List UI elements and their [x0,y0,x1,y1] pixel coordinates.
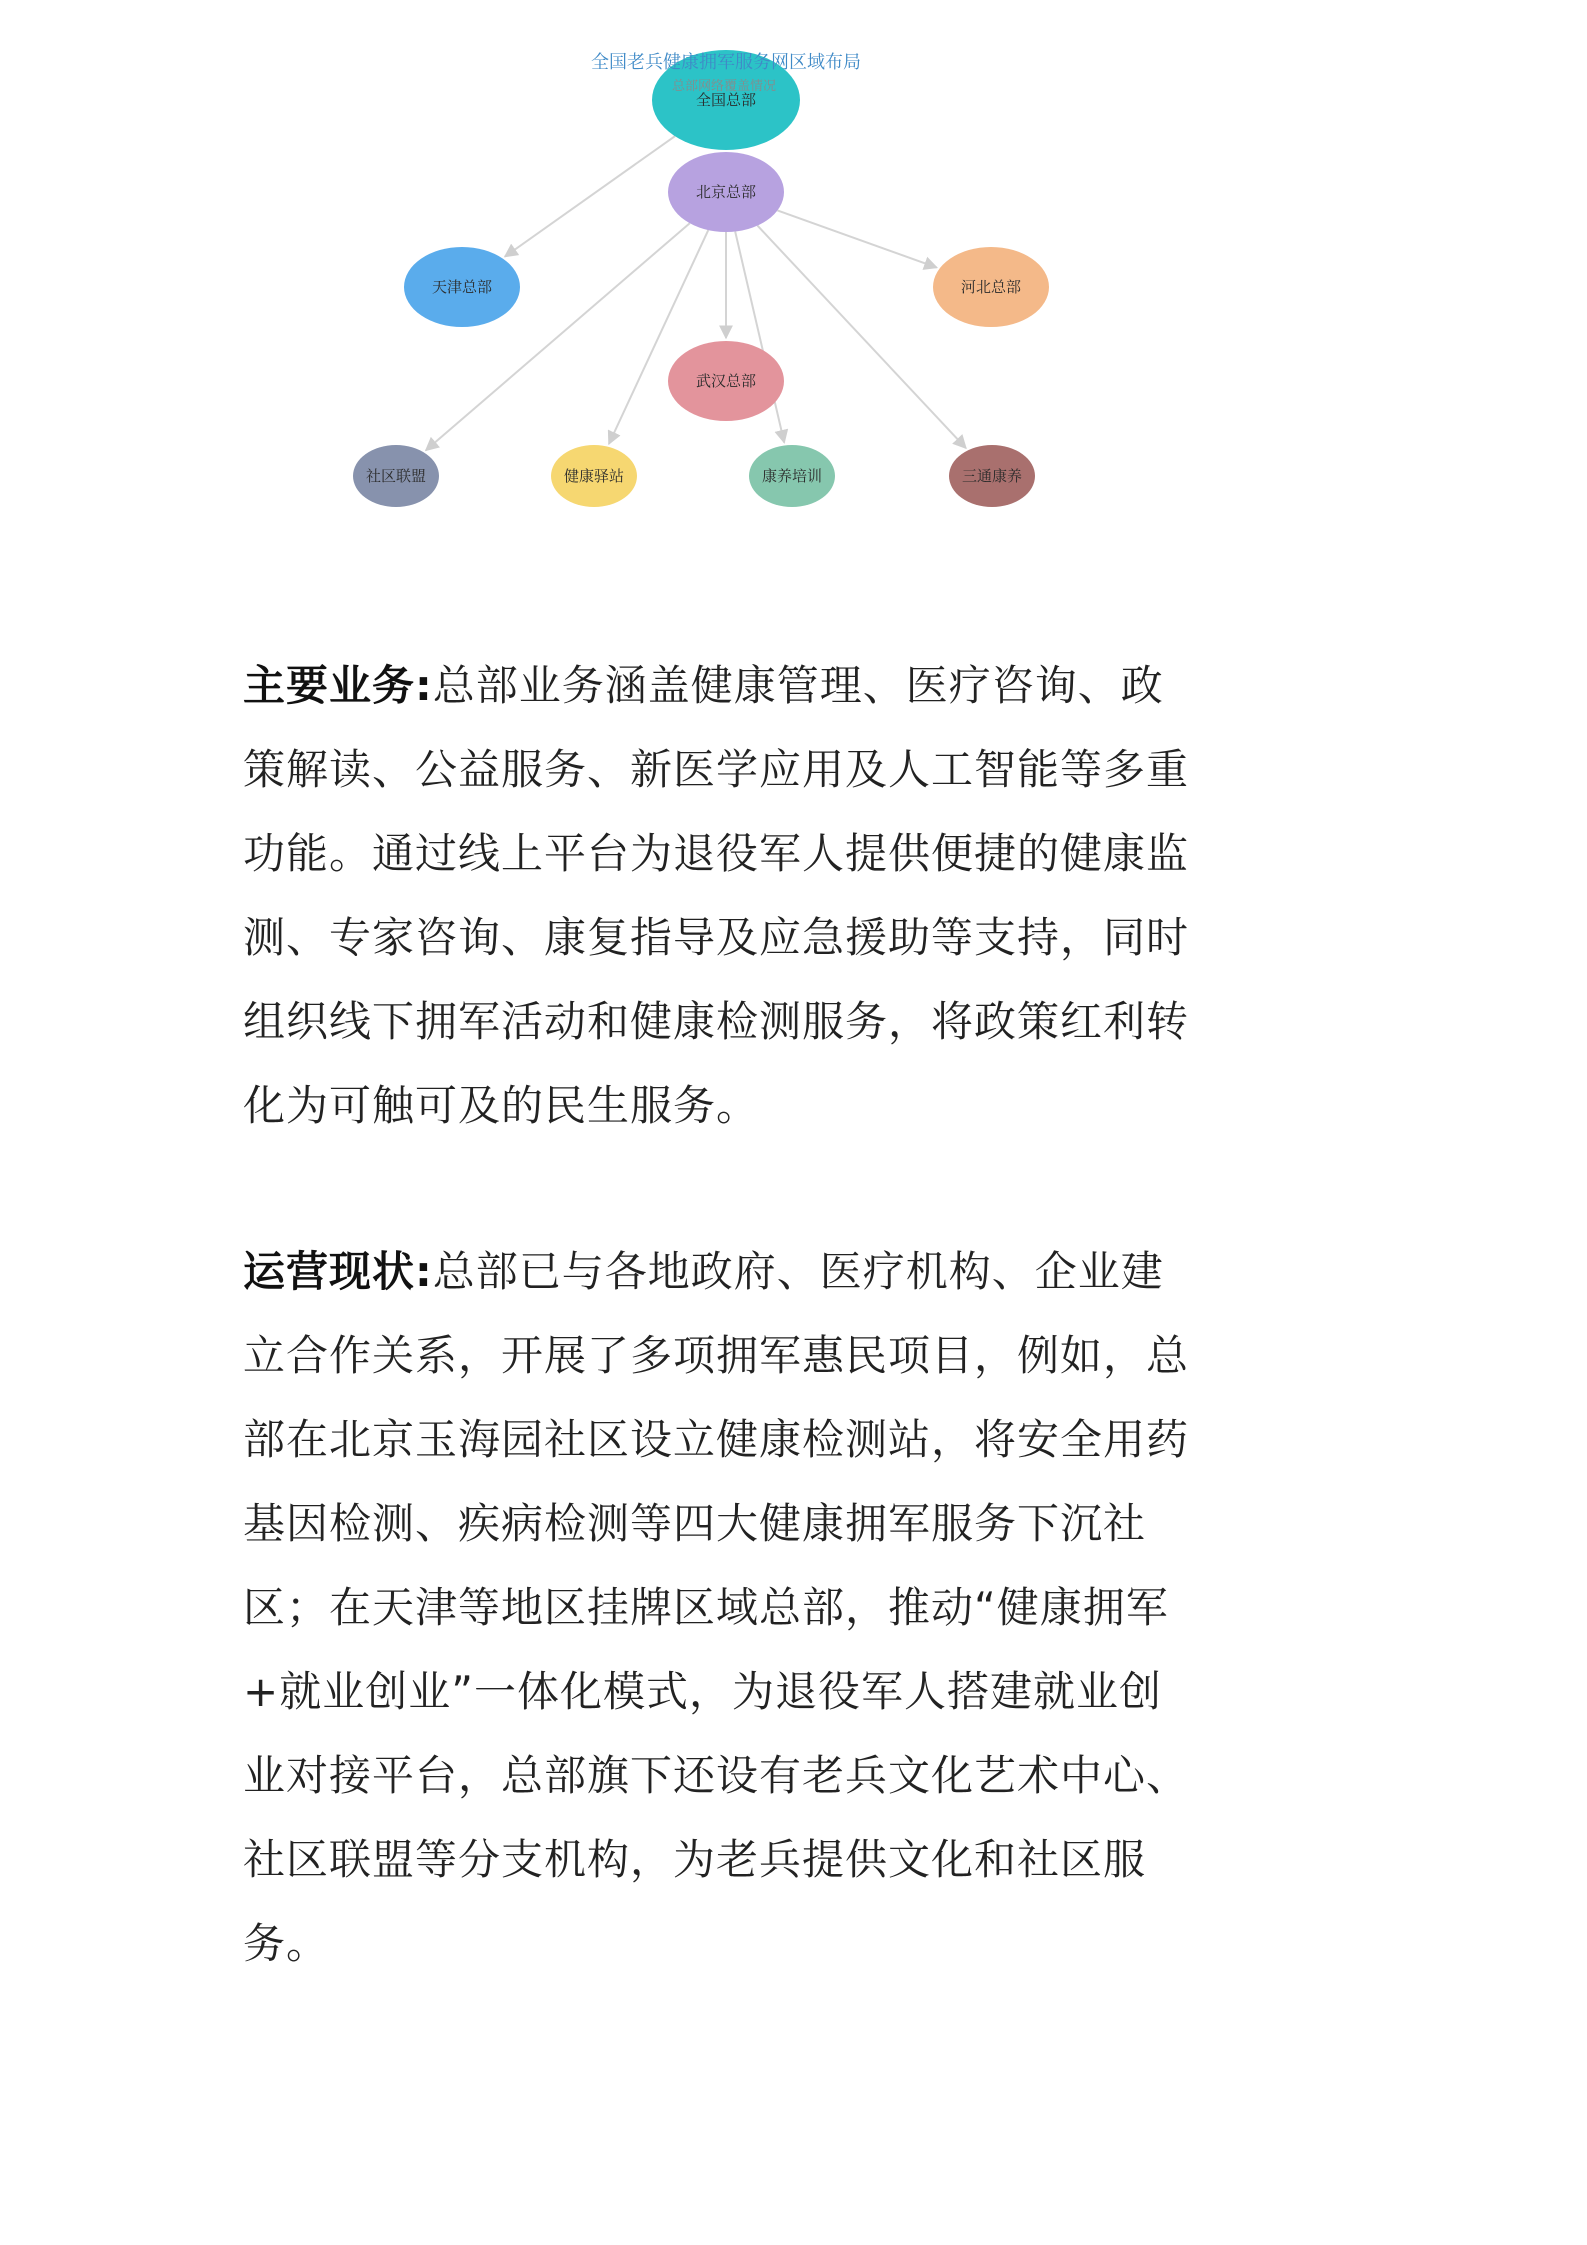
edge-national-tianjin [505,136,675,256]
node-training [749,445,835,507]
network-diagram [0,0,1587,560]
node-label-beijing: 北京总部 [695,183,757,201]
node-santong [949,445,1035,507]
operations-text: 总部已与各地政府、医疗机构、企业建立合作关系，开展了多项拥军惠民项目，例如，总部在北京玉海园社区设立健康检测站，将安全用药基因检测、疾病检测等四大健康拥军服务下沉社区；在天津等地区挂牌区域总部，推动“健康拥军+就业创业”一体化模式，为退役军人搭建就业创业对接平台，总部旗下还设有老兵文化艺术中心、社区联盟等分支机构，为老兵提供文化和社区服务。 [243,1247,1190,1968]
node-label-wuhan: 武汉总部 [695,372,757,390]
diagram-title: 全国老兵健康拥军服务网区域布局 [591,52,861,73]
node-label-hebei: 河北总部 [960,278,1022,296]
edge-beijing-hebei [777,210,936,267]
node-label-national: 全国总部 [695,91,757,109]
node-label-tianjin: 天津总部 [431,278,493,296]
node-community [353,445,439,507]
edge-beijing-santong [757,226,965,449]
node-beijing [668,152,784,232]
node-hebei [933,247,1049,327]
node-label-station: 健康驿站 [563,467,625,485]
main-business-text: 总部业务涵盖健康管理、医疗咨询、政策解读、公益服务、新医学应用及人工智能等多重功能。通过线上平台为退役军人提供便捷的健康监测、专家咨询、康复指导及应急援助等支持，同时组织线下拥军活动和健康检测服务，将政策红利转化为可触可及的民生服务。 [243,661,1190,1130]
main-business-section [243,644,1193,1148]
node-label-santong: 三通康养 [961,467,1023,485]
diagram-subtitle: 总部网络覆盖情况 [671,79,777,94]
node-label-training: 康养培训 [761,467,823,485]
operations-section [243,1230,1193,1986]
node-tianjin [404,247,520,327]
diagram-nodes [353,50,1049,507]
operations-heading: 运营现状: [243,1247,433,1296]
node-station [551,445,637,507]
main-business-heading: 主要业务: [243,661,433,710]
node-wuhan [668,341,784,421]
node-label-community: 社区联盟 [365,467,427,485]
